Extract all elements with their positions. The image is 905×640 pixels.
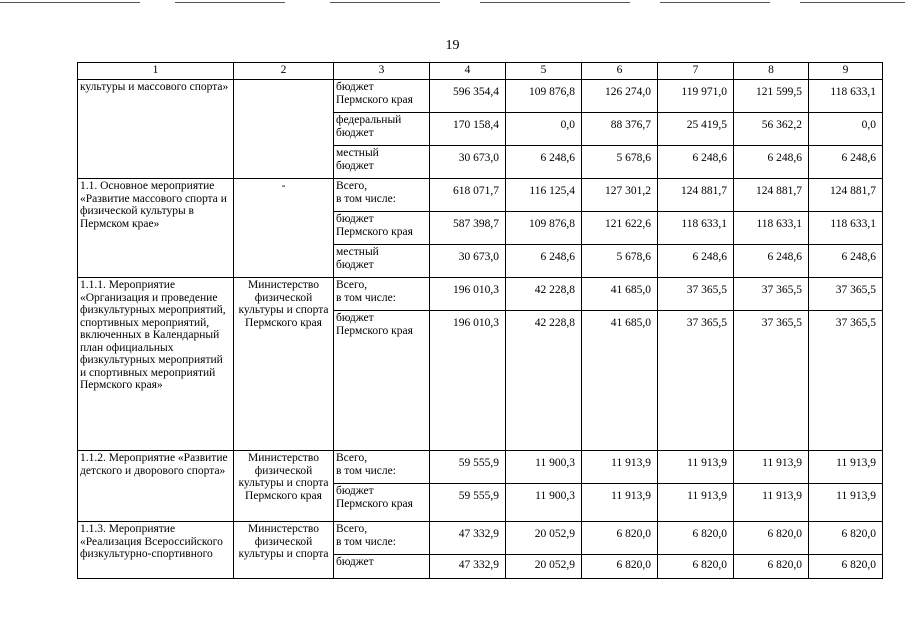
header-row bbox=[78, 63, 883, 80]
value-cell: 6 820,0 bbox=[658, 522, 734, 555]
header-cell: 6 bbox=[582, 63, 658, 80]
value-cell: 6 248,6 bbox=[809, 245, 883, 278]
header-cell: 7 bbox=[658, 63, 734, 80]
executor: Министерство физической культуры и спорта Пермского края bbox=[234, 278, 334, 451]
value-cell: 5 678,6 bbox=[582, 245, 658, 278]
value-cell: 41 685,0 bbox=[582, 311, 658, 451]
value-cell: 11 913,9 bbox=[734, 484, 809, 522]
top-rule-5 bbox=[660, 2, 770, 3]
value-cell: 0,0 bbox=[809, 113, 883, 146]
value-cell: 37 365,5 bbox=[809, 278, 883, 311]
value-cell: 119 971,0 bbox=[658, 80, 734, 113]
top-rule-2 bbox=[175, 2, 285, 3]
executor bbox=[234, 80, 334, 179]
value-cell: 42 228,8 bbox=[506, 311, 582, 451]
value-cell: 6 248,6 bbox=[658, 146, 734, 179]
funding-source: федеральный бюджет bbox=[334, 113, 430, 146]
value-cell: 30 673,0 bbox=[430, 146, 506, 179]
table-row bbox=[78, 522, 883, 555]
activity-name: 1.1.3. Мероприятие «Реализация Всероссийского физкультурно-спортивного bbox=[78, 522, 234, 579]
value-cell: 11 913,9 bbox=[658, 451, 734, 484]
value-cell: 11 913,9 bbox=[809, 484, 883, 522]
value-cell: 121 599,5 bbox=[734, 80, 809, 113]
value-cell: 196 010,3 bbox=[430, 278, 506, 311]
value-cell: 6 248,6 bbox=[734, 245, 809, 278]
value-cell: 59 555,9 bbox=[430, 484, 506, 522]
value-cell: 6 248,6 bbox=[734, 146, 809, 179]
top-rule-4 bbox=[480, 2, 630, 3]
value-cell: 20 052,9 bbox=[506, 555, 582, 579]
value-cell: 170 158,4 bbox=[430, 113, 506, 146]
value-cell: 37 365,5 bbox=[809, 311, 883, 451]
value-cell: 11 913,9 bbox=[658, 484, 734, 522]
value-cell: 56 362,2 bbox=[734, 113, 809, 146]
value-cell: 6 820,0 bbox=[582, 522, 658, 555]
header-cell: 9 bbox=[809, 63, 883, 80]
value-cell: 11 913,9 bbox=[582, 451, 658, 484]
value-cell: 196 010,3 bbox=[430, 311, 506, 451]
value-cell: 37 365,5 bbox=[658, 278, 734, 311]
value-cell: 6 248,6 bbox=[658, 245, 734, 278]
funding-source: местный бюджет bbox=[334, 245, 430, 278]
value-cell: 118 633,1 bbox=[809, 80, 883, 113]
header-cell: 8 bbox=[734, 63, 809, 80]
funding-source: бюджет bbox=[334, 555, 430, 579]
value-cell: 6 820,0 bbox=[658, 555, 734, 579]
funding-source: Всего, в том числе: bbox=[334, 278, 430, 311]
header-cell: 4 bbox=[430, 63, 506, 80]
value-cell: 6 820,0 bbox=[582, 555, 658, 579]
value-cell: 47 332,9 bbox=[430, 522, 506, 555]
value-cell: 124 881,7 bbox=[809, 179, 883, 212]
value-cell: 6 248,6 bbox=[506, 245, 582, 278]
value-cell: 11 900,3 bbox=[506, 451, 582, 484]
value-cell: 11 913,9 bbox=[734, 451, 809, 484]
value-cell: 116 125,4 bbox=[506, 179, 582, 212]
header-cell: 5 bbox=[506, 63, 582, 80]
value-cell: 118 633,1 bbox=[809, 212, 883, 245]
funding-source: бюджет Пермского края bbox=[334, 311, 430, 451]
value-cell: 37 365,5 bbox=[734, 311, 809, 451]
value-cell: 37 365,5 bbox=[658, 311, 734, 451]
activity-name: 1.1. Основное мероприятие «Развитие массового спорта и физической культуры в Пермском крае» bbox=[78, 179, 234, 278]
header-cell: 2 bbox=[234, 63, 334, 80]
value-cell: 109 876,8 bbox=[506, 212, 582, 245]
activity-name: 1.1.1. Мероприятие «Организация и проведение физкультурных мероприятий, спортивных мероприятий, включенных в Календарный план официальных физкультурных мероприятий и спортивных мероприятий Пермского края» bbox=[78, 278, 234, 451]
funding-source: бюджет Пермского края bbox=[334, 484, 430, 522]
value-cell: 6 820,0 bbox=[809, 555, 883, 579]
top-rule-3 bbox=[330, 2, 440, 3]
value-cell: 11 913,9 bbox=[809, 451, 883, 484]
activity-name: культуры и массового спорта» bbox=[78, 80, 234, 179]
value-cell: 5 678,6 bbox=[582, 146, 658, 179]
value-cell: 109 876,8 bbox=[506, 80, 582, 113]
value-cell: 20 052,9 bbox=[506, 522, 582, 555]
value-cell: 6 820,0 bbox=[734, 555, 809, 579]
top-rule-1 bbox=[0, 2, 140, 3]
value-cell: 596 354,4 bbox=[430, 80, 506, 113]
executor: Министерство физической культуры и спорта bbox=[234, 522, 334, 579]
value-cell: 11 913,9 bbox=[582, 484, 658, 522]
value-cell: 121 622,6 bbox=[582, 212, 658, 245]
funding-source: Всего, в том числе: bbox=[334, 522, 430, 555]
value-cell: 118 633,1 bbox=[658, 212, 734, 245]
table-row bbox=[78, 451, 883, 484]
value-cell: 587 398,7 bbox=[430, 212, 506, 245]
value-cell: 42 228,8 bbox=[506, 278, 582, 311]
header-cell: 3 bbox=[334, 63, 430, 80]
value-cell: 6 820,0 bbox=[734, 522, 809, 555]
value-cell: 30 673,0 bbox=[430, 245, 506, 278]
value-cell: 618 071,7 bbox=[430, 179, 506, 212]
value-cell: 88 376,7 bbox=[582, 113, 658, 146]
value-cell: 126 274,0 bbox=[582, 80, 658, 113]
top-rule-6 bbox=[800, 2, 905, 3]
value-cell: 124 881,7 bbox=[658, 179, 734, 212]
value-cell: 6 248,6 bbox=[809, 146, 883, 179]
table-row bbox=[78, 179, 883, 212]
funding-source: Всего, в том числе: bbox=[334, 451, 430, 484]
header-cell: 1 bbox=[78, 63, 234, 80]
value-cell: 6 820,0 bbox=[809, 522, 883, 555]
value-cell: 37 365,5 bbox=[734, 278, 809, 311]
page-number: 19 bbox=[445, 38, 460, 53]
table-row bbox=[78, 80, 883, 113]
funding-source: бюджет Пермского края bbox=[334, 212, 430, 245]
value-cell: 47 332,9 bbox=[430, 555, 506, 579]
table-row bbox=[78, 278, 883, 311]
budget-table bbox=[77, 62, 883, 579]
funding-source: Всего, в том числе: bbox=[334, 179, 430, 212]
funding-source: местный бюджет bbox=[334, 146, 430, 179]
activity-name: 1.1.2. Мероприятие «Развитие детского и дворового спорта» bbox=[78, 451, 234, 522]
value-cell: 59 555,9 bbox=[430, 451, 506, 484]
value-cell: 118 633,1 bbox=[734, 212, 809, 245]
funding-source: бюджет Пермского края bbox=[334, 80, 430, 113]
executor: - bbox=[234, 179, 334, 278]
value-cell: 0,0 bbox=[506, 113, 582, 146]
value-cell: 25 419,5 bbox=[658, 113, 734, 146]
value-cell: 124 881,7 bbox=[734, 179, 809, 212]
value-cell: 41 685,0 bbox=[582, 278, 658, 311]
value-cell: 6 248,6 bbox=[506, 146, 582, 179]
value-cell: 127 301,2 bbox=[582, 179, 658, 212]
executor: Министерство физической культуры и спорта Пермского края bbox=[234, 451, 334, 522]
value-cell: 11 900,3 bbox=[506, 484, 582, 522]
